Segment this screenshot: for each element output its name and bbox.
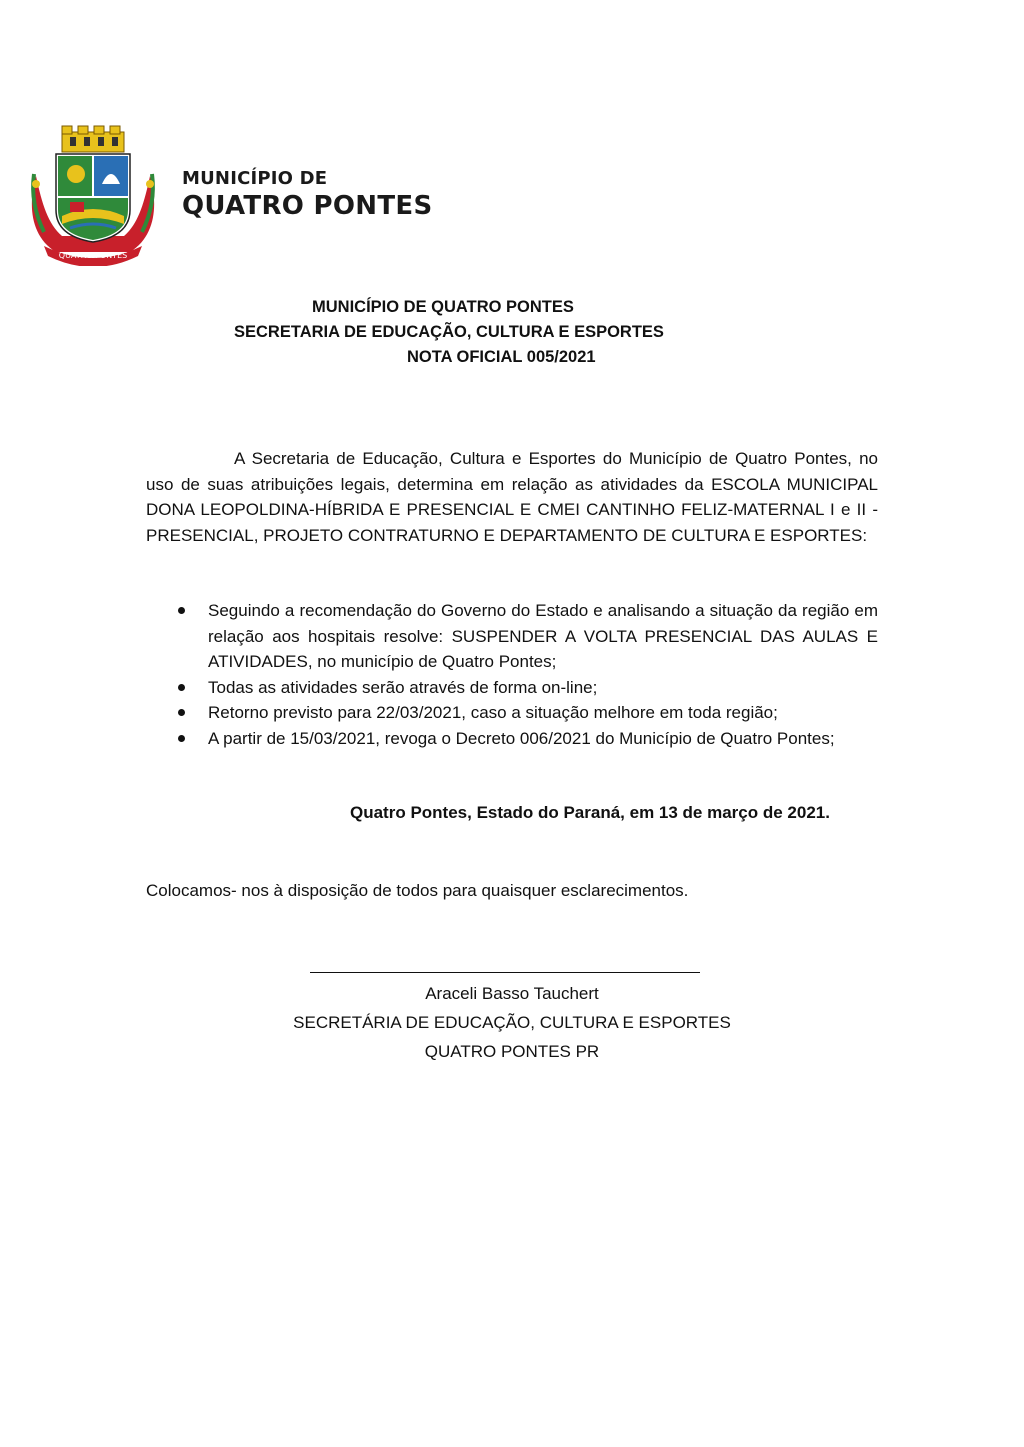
title-official-note: NOTA OFICIAL 005/2021 (407, 348, 596, 366)
place-and-date: Quatro Pontes, Estado do Paraná, em 13 de março de 2021. (350, 803, 830, 822)
signature-line (310, 972, 700, 973)
list-item: A partir de 15/03/2021, revoga o Decreto 006/2021 do Município de Quatro Pontes; (146, 726, 878, 752)
brand-line-municipio: MUNICÍPIO DE (182, 168, 328, 189)
closing-sentence: Colocamos- nos à disposição de todos para quaisquer esclarecimentos. (146, 881, 689, 900)
crest-ribbon-text: QUATRO PONTES (58, 251, 128, 260)
municipality-brand (182, 168, 432, 221)
list-item: Todas as atividades serão através de forma on-line; (146, 675, 878, 701)
list-item: Seguindo a recomendação do Governo do Estado e analisando a situação da região em relação aos hospitais resolve: SUSPENDER A VOLTA PRESENCIAL DAS AULAS E ATIVIDADES, no município de Quatro Pontes; (146, 598, 878, 675)
title-municipality: MUNICÍPIO DE QUATRO PONTES (312, 298, 574, 316)
brand-line-quatro-pontes: QUATRO PONTES (182, 191, 433, 221)
title-secretariat: SECRETARIA DE EDUCAÇÃO, CULTURA E ESPORTES (234, 323, 664, 341)
municipal-coat-of-arms-logo (26, 124, 160, 266)
intro-paragraph: A Secretaria de Educação, Cultura e Esportes do Município de Quatro Pontes, no uso de suas atribuições legais, determina em relação as atividades da ESCOLA MUNICIPAL DONA LEOPOLDINA-HÍBRIDA E PRESENCIAL E CMEI CANTINHO FELIZ-MATERNAL I e II - PRESENCIAL, PROJETO CONTRATURNO E DEPARTAMENTO DE CULTURA E ESPORTES: (146, 449, 878, 545)
signatory-name: Araceli Basso Tauchert (425, 984, 599, 1003)
signatory-role: SECRETÁRIA DE EDUCAÇÃO, CULTURA E ESPORTES (293, 1013, 731, 1032)
signatory-location: QUATRO PONTES PR (424, 1042, 600, 1061)
determinations-list (146, 598, 878, 751)
list-item: Retorno previsto para 22/03/2021, caso a situação melhore em toda região; (146, 700, 878, 726)
